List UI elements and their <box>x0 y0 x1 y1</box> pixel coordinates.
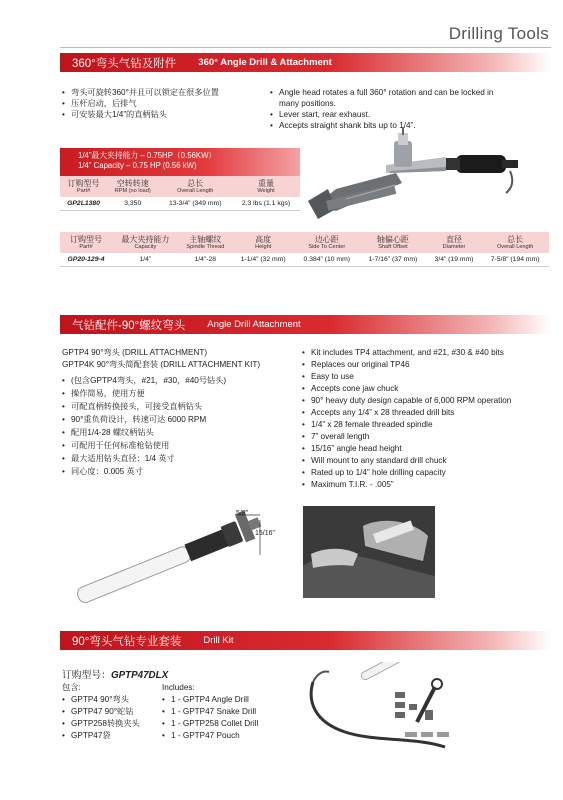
list-item: • 7” overall length <box>302 431 552 443</box>
table-header: 总长 Overall Length <box>481 232 549 253</box>
table-cell: GP2L1380 <box>60 197 107 211</box>
table-header: 订购型号 Part# <box>60 232 112 253</box>
table-header: 边心距 Side To Center <box>294 232 359 253</box>
list-item: • 90° heavy duty design capable of 6,000 RPM operation <box>302 395 552 407</box>
list-item: • 同心度：0.005 英寸 <box>62 465 302 478</box>
order-model: GPTP47DLX <box>110 670 169 681</box>
table-header: 重量 Weight <box>232 176 300 197</box>
section3-title-en: Drill Kit <box>203 635 234 646</box>
spec-table-angle-drill <box>60 176 300 211</box>
list-item: • 弯头可旋转360°并且可以锁定在很多位置 <box>62 87 262 98</box>
list-item: • Replaces our original TP46 <box>302 359 552 371</box>
list-item: • GPTP4 90°弯头 <box>62 694 172 706</box>
table-row <box>60 197 300 211</box>
spec-table-attachment <box>60 232 549 267</box>
includes-en-list <box>162 694 282 742</box>
list-item: • 可配直柄转换接头，可接受直柄钻头 <box>62 400 302 413</box>
order-label: 订购型号： <box>62 670 111 681</box>
list-item: • Easy to use <box>302 371 552 383</box>
table-cell: 13-3/4” (349 mm) <box>158 197 232 211</box>
section2-bullets-en <box>302 347 552 491</box>
table-header: 轴偏心距 Shaft Offset <box>359 232 427 253</box>
section3-title-cn: 90°弯头气钻专业套装 <box>72 635 182 648</box>
table-cell: 1/4” <box>112 253 179 267</box>
table-cell: 3/4” (19 mm) <box>427 253 482 267</box>
table-cell: 7-5/8” (194 mm) <box>481 253 549 267</box>
table-header: 订购型号 Part# <box>60 176 107 197</box>
list-item: • Maximum T.I.R. - .005” <box>302 479 552 491</box>
table-header: 最大夹持能力 Capacity <box>112 232 179 253</box>
list-item: • 可配用于任何标准枪钻使用 <box>62 439 302 452</box>
list-item: • Will mount to any standard drill chuck <box>302 455 552 467</box>
model-line: GPTP4K 90°弯头简配套装 (DRILL ATTACHMENT KIT) <box>62 359 261 369</box>
table-cell: 1-7/16” (37 mm) <box>359 253 427 267</box>
list-item: • 最大适用钻头直径：1/4 英寸 <box>62 452 302 465</box>
table-header: 主轴螺纹 Spindle Thread <box>179 232 232 253</box>
table-cell: 2.3 lbs (1.1 kgs) <box>232 197 300 211</box>
section3-header <box>60 631 551 650</box>
section1-title-cn: 360°弯头气钻及附件 <box>72 57 177 70</box>
list-item: • 90°重负荷设计，转速可达 6000 RPM <box>62 413 302 426</box>
model-line: GPTP4 90°弯头 (DRILL ATTACHMENT) <box>62 348 208 357</box>
drill-kit-image <box>305 662 455 762</box>
table-row <box>60 253 549 267</box>
list-item: • 1 - GPTP47 Pouch <box>162 730 282 742</box>
title-divider <box>60 47 551 48</box>
section2-header <box>60 315 551 334</box>
section1-bullets-cn <box>62 87 262 120</box>
dim-label-height: 15/16” <box>255 530 275 537</box>
table-header: 高度 Height <box>232 232 295 253</box>
table-cell: 1/4”-28 <box>179 253 232 267</box>
page-title: Drilling Tools <box>448 24 549 43</box>
table-cell: 1-1/4” (32 mm) <box>232 253 295 267</box>
list-item: • 可安装最大1/4”的直柄钻头 <box>62 109 262 120</box>
includes-cn-label: 包含: <box>62 683 81 692</box>
list-item: • Kit includes TP4 attachment, and #21, #30 & #40 bits <box>302 347 552 359</box>
table-cell: 0.384” (10 mm) <box>294 253 359 267</box>
table-header: 空转转速 RPM (no load) <box>107 176 158 197</box>
capacity-box <box>60 148 300 176</box>
section2-title-cn: 气钻配件-90°螺纹弯头 <box>72 319 186 332</box>
section1-title-en: 360° Angle Drill & Attachment <box>198 57 332 68</box>
list-item: • 操作简易，使用方便 <box>62 387 302 400</box>
list-item: • Lever start, rear exhaust. <box>270 109 510 120</box>
section2-bullets-cn <box>62 374 302 478</box>
list-item: • Accepts cone jaw chuck <box>302 383 552 395</box>
list-item: • Accepts any 1/4” x 28 threaded drill bits <box>302 407 552 419</box>
list-item: • 1/4” x 28 female threaded spindle <box>302 419 552 431</box>
list-item: • GPTP258转换夹头 <box>62 718 172 730</box>
list-item: • Rated up to 1/4” hole drilling capacity <box>302 467 552 479</box>
list-item: • GPTP47 90°蛇钻 <box>62 706 172 718</box>
list-item: • 压杆启动，后排气 <box>62 98 262 109</box>
table-header: 直径 Diameter <box>427 232 482 253</box>
includes-en-label: Includes: <box>162 683 195 692</box>
usage-photo <box>303 506 435 598</box>
dim-label-head: 5/8” <box>236 510 249 517</box>
section1-bullets-en <box>270 87 510 131</box>
capacity-en: 1/4” Capacity – 0.75 HP (0.56 kW) <box>78 161 197 170</box>
order-line <box>62 667 168 681</box>
table-cell: GP20-129-4 <box>60 253 112 267</box>
list-item: • Angle head rotates a full 360° rotation and can be locked in many positions. <box>270 87 510 109</box>
list-item: • 1 - GPTP258 Collet Drill <box>162 718 282 730</box>
list-item: • 1 - GPTP47 Snake Drill <box>162 706 282 718</box>
table-header: 总长 Overall Length <box>158 176 232 197</box>
angle-drill-image <box>306 127 526 227</box>
list-item: • Accepts straight shank bits up to 1/4”. <box>270 120 510 131</box>
list-item: • 15/16” angle head height <box>302 443 552 455</box>
section2-title-en: Angle Drill Attachment <box>207 319 301 330</box>
capacity-cn: 1/4”最大夹持能力 – 0.75HP（0.56KW） <box>78 151 217 160</box>
list-item: • 配用1/4-28 螺纹柄钻头 <box>62 426 302 439</box>
attachment-image <box>60 500 290 610</box>
list-item: • 1 - GPTP4 Angle Drill <box>162 694 282 706</box>
list-item: • (包含GPTP4弯头，#21，#30，#40号钻头) <box>62 374 302 387</box>
list-item: • GPTP47袋 <box>62 730 172 742</box>
section1-header <box>60 53 551 72</box>
table-cell: 3,350 <box>107 197 158 211</box>
section2-models <box>62 347 312 370</box>
includes-cn-list <box>62 694 172 742</box>
